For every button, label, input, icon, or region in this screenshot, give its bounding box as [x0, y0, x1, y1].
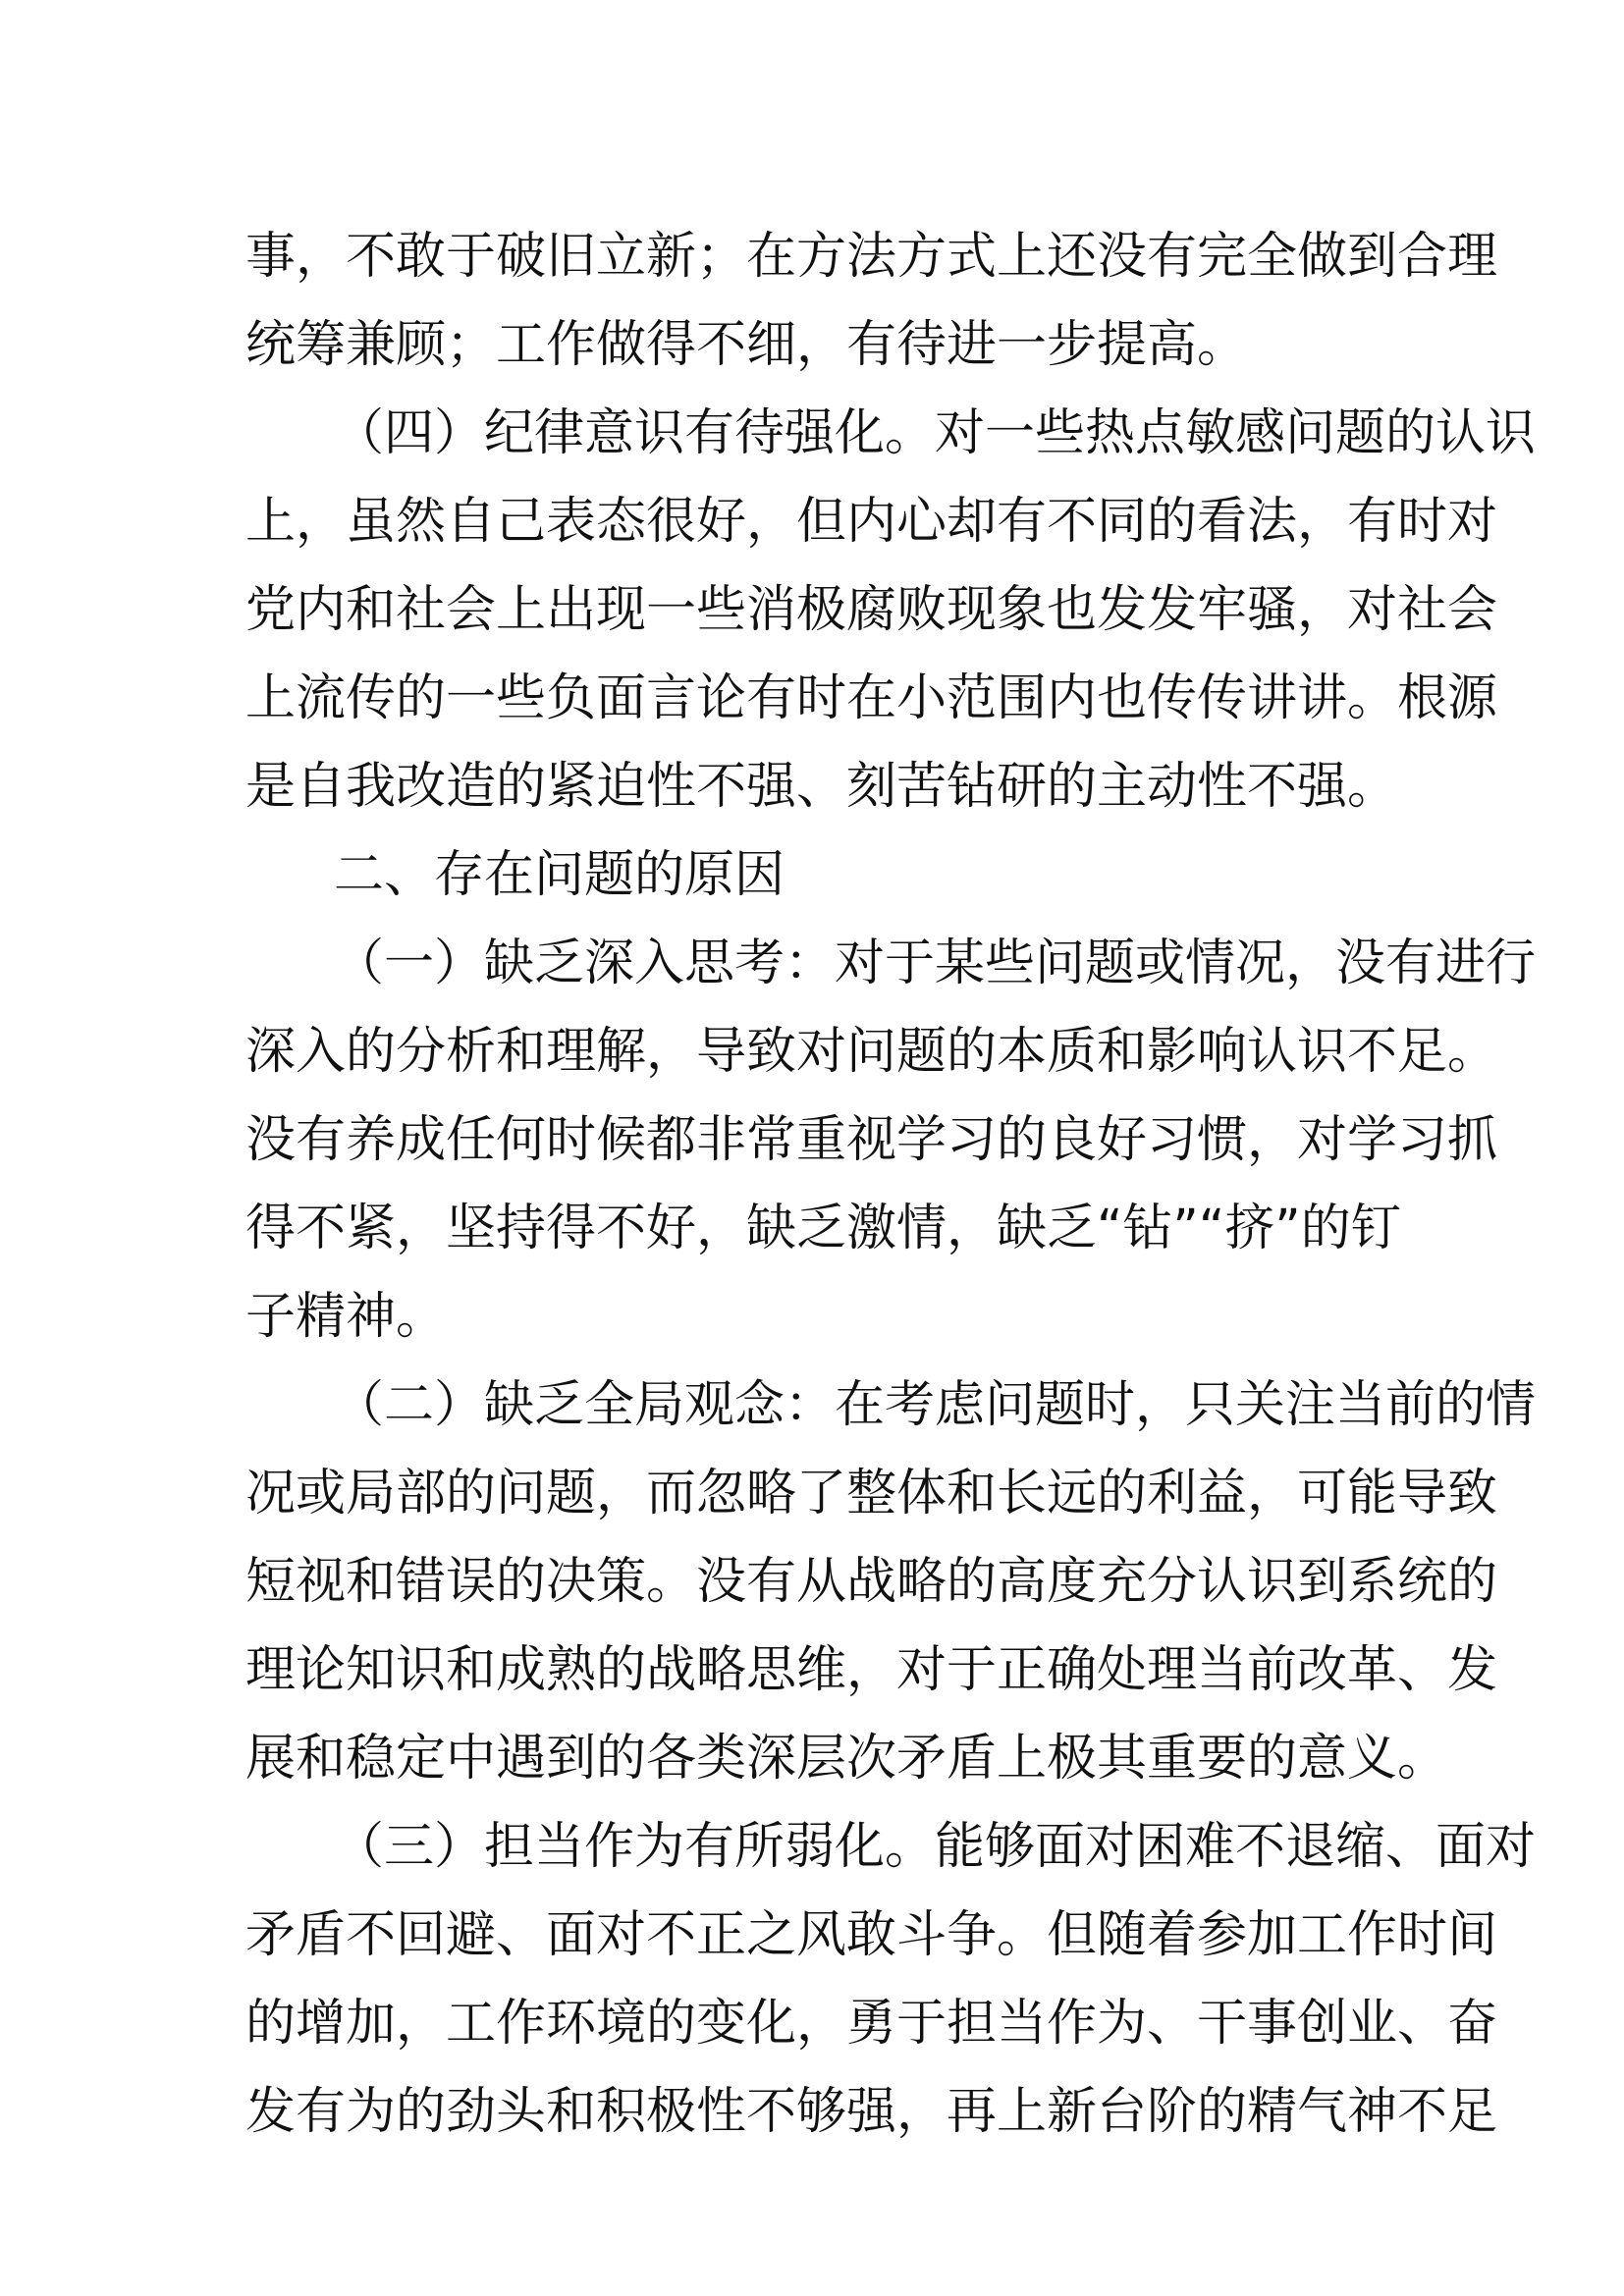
text-line: 事，不敢于破旧立新；在方法方式上还没有完全做到合理	[245, 228, 1498, 286]
text-line: 得不紧，坚持得不好，缺乏激情，缺乏“钻”“挤”的钉	[245, 1200, 1401, 1257]
paragraph-start-line: （一）缺乏深入思考：对于某些问题或情况，没有进行	[334, 934, 1537, 992]
text-line: 理论知识和成熟的战略思维，对于正确处理当前改革、发	[245, 1641, 1498, 1699]
text-line: 是自我改造的紧迫性不强、刻苦钻研的主动性不强。	[245, 758, 1398, 816]
text-line: 的增加，工作环境的变化，勇于担当作为、干事创业、奋	[245, 1995, 1498, 2053]
text-line: 子精神。	[245, 1288, 447, 1346]
section-heading: 二、存在问题的原因	[334, 846, 785, 904]
text-line: 上，虽然自己表态很好，但内心却有不同的看法，有时对	[245, 493, 1498, 551]
paragraph-start-line: （四）纪律意识有待强化。对一些热点敏感问题的认识	[334, 404, 1537, 462]
text-line: 展和稳定中遇到的各类深层次矛盾上极其重要的意义。	[245, 1730, 1448, 1788]
paragraph-start-line: （二）缺乏全局观念：在考虑问题时，只关注当前的情	[334, 1376, 1537, 1434]
text-line: 统筹兼顾；工作做得不细，有待进一步提高。	[245, 316, 1248, 374]
text-line: 深入的分析和理解，导致对问题的本质和影响认识不足。	[245, 1023, 1498, 1081]
text-line: 没有养成任何时候都非常重视学习的良好习惯，对学习抓	[245, 1111, 1498, 1169]
text-line: 短视和错误的决策。没有从战略的高度充分认识到系统的	[245, 1553, 1498, 1611]
text-line: 党内和社会上出现一些消极腐败现象也发发牢骚，对社会	[245, 581, 1498, 639]
text-line: 矛盾不回避、面对不正之风敢斗争。但随着参加工作时间	[245, 1906, 1498, 1964]
text-line: 上流传的一些负面言论有时在小范围内也传传讲讲。根源	[245, 669, 1498, 727]
text-line: 发有为的劲头和积极性不够强，再上新台阶的精气神不足	[245, 2083, 1498, 2141]
text-line: 况或局部的问题，而忽略了整体和长远的利益，可能导致	[245, 1465, 1498, 1522]
paragraph-start-line: （三）担当作为有所弱化。能够面对困难不退缩、面对	[334, 1818, 1537, 1876]
